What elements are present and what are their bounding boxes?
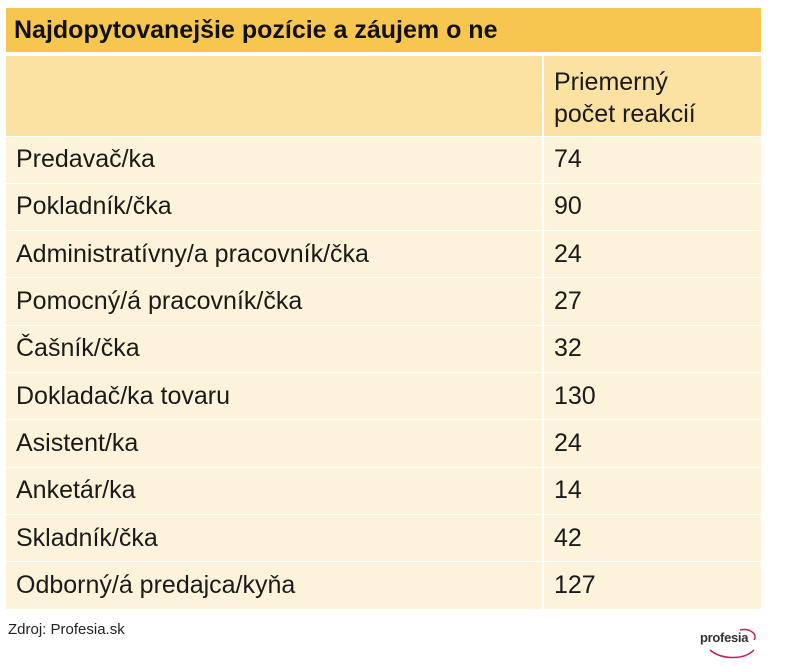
row-value: 24 — [543, 420, 761, 467]
row-value: 27 — [543, 278, 761, 325]
table-row — [6, 372, 761, 419]
header-cell-value — [543, 56, 761, 136]
logo-text: profesia — [700, 630, 749, 645]
table-row — [6, 278, 761, 325]
row-value: 74 — [543, 136, 761, 183]
row-label: Predavač/ka — [6, 136, 543, 183]
table-title: Najdopytovanejšie pozície a záujem o ne — [6, 8, 761, 52]
row-label: Anketár/ka — [6, 467, 543, 514]
row-label: Skladník/čka — [6, 514, 543, 561]
row-value: 32 — [543, 325, 761, 372]
row-value: 42 — [543, 514, 761, 561]
table-row — [6, 420, 761, 467]
data-table — [6, 56, 761, 609]
table-row — [6, 136, 761, 183]
row-label: Pomocný/á pracovník/čka — [6, 278, 543, 325]
table-row — [6, 562, 761, 609]
source-note: Zdroj: Profesia.sk — [8, 621, 125, 638]
table-row — [6, 325, 761, 372]
row-label: Asistent/ka — [6, 420, 543, 467]
header-line-2: počet reakcií — [554, 99, 696, 128]
row-label: Odborný/á predajca/kyňa — [6, 562, 543, 609]
row-label: Pokladník/čka — [6, 183, 543, 230]
table-row — [6, 467, 761, 514]
header-cell-label — [6, 56, 543, 136]
row-value: 90 — [543, 183, 761, 230]
profesia-logo — [700, 626, 760, 662]
row-label: Dokladač/ka tovaru — [6, 372, 543, 419]
profesia-swirl-icon — [700, 626, 760, 662]
row-value: 127 — [543, 562, 761, 609]
table-row — [6, 514, 761, 561]
row-label: Administratívny/a pracovník/čka — [6, 231, 543, 278]
table-header-row — [6, 56, 761, 136]
header-line-1: Priemerný — [554, 67, 668, 96]
table-row — [6, 231, 761, 278]
row-value: 130 — [543, 372, 761, 419]
row-value: 14 — [543, 467, 761, 514]
row-label: Čašník/čka — [6, 325, 543, 372]
table-row — [6, 183, 761, 230]
row-value: 24 — [543, 231, 761, 278]
